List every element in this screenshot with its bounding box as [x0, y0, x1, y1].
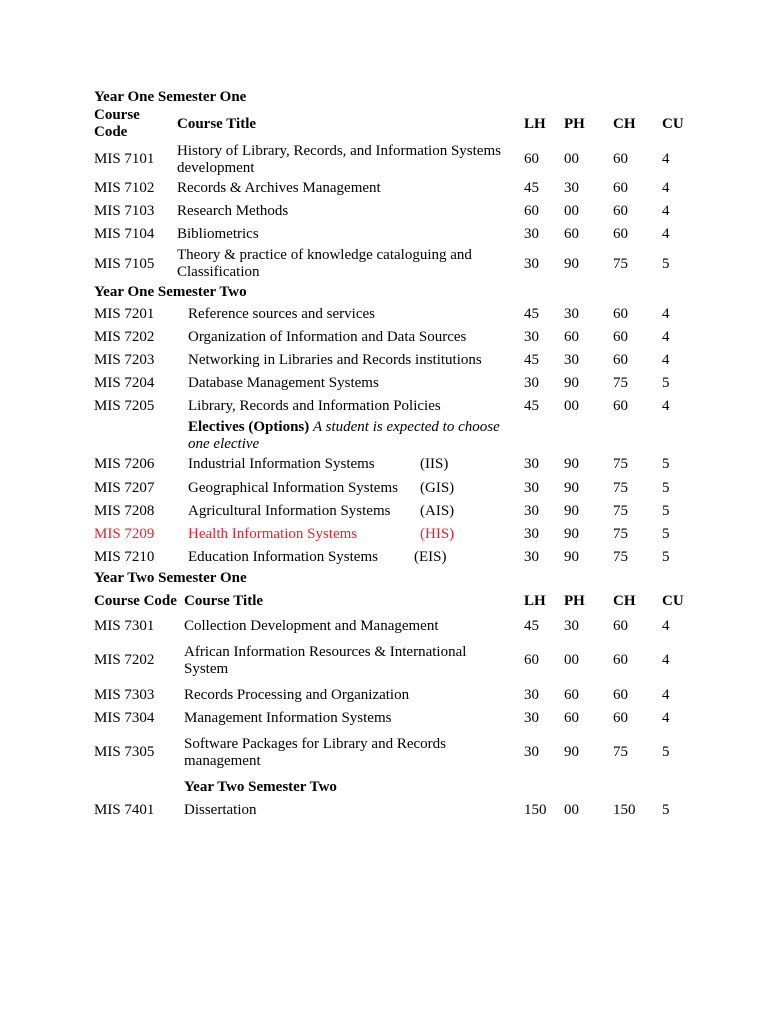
ph-value: 90: [564, 503, 579, 519]
header-course-code-2: Code: [94, 124, 128, 140]
lh-value: 45: [524, 352, 539, 368]
ph-value: 90: [564, 526, 579, 542]
course-code: MIS 7201: [94, 306, 155, 322]
course-title: Organization of Information and Data Sources: [188, 329, 467, 345]
ph-value: 00: [564, 203, 579, 219]
ch-value: 75: [613, 526, 628, 542]
course-title: Theory & practice of knowledge cataloguing and: [177, 247, 472, 263]
course-code: MIS 7202: [94, 329, 155, 345]
ch-value: 60: [613, 203, 628, 219]
cu-value: 4: [662, 618, 670, 634]
ch-value: 60: [613, 687, 628, 703]
ph-value: 90: [564, 744, 579, 760]
cu-value: 4: [662, 329, 670, 345]
ch-value: 75: [613, 480, 628, 496]
header-course-code: Course Code: [94, 593, 177, 609]
lh-value: 30: [524, 503, 539, 519]
section-heading-y2s2: Year Two Semester Two: [184, 779, 337, 795]
cu-value: 5: [662, 256, 670, 272]
lh-value: 30: [524, 456, 539, 472]
ph-value: 60: [564, 329, 579, 345]
course-code: MIS 7305: [94, 744, 155, 760]
course-code: MIS 7101: [94, 151, 155, 167]
header-course-code-1: Course: [94, 107, 140, 123]
course-abbreviation: (IIS): [420, 456, 449, 472]
cu-value: 4: [662, 687, 670, 703]
cu-value: 5: [662, 526, 670, 542]
course-title: Networking in Libraries and Records institutions: [188, 352, 482, 368]
ch-value: 60: [613, 618, 628, 634]
course-code: MIS 7208: [94, 503, 155, 519]
course-code: MIS 7304: [94, 710, 155, 726]
lh-value: 45: [524, 180, 539, 196]
course-code: MIS 7104: [94, 226, 155, 242]
course-title: Agricultural Information Systems: [188, 503, 391, 519]
course-title: Collection Development and Management: [184, 618, 439, 634]
course-title: Dissertation: [184, 802, 257, 818]
course-code: MIS 7204: [94, 375, 155, 391]
course-code: MIS 7401: [94, 802, 155, 818]
electives-note: [188, 419, 500, 436]
ch-value: 60: [613, 329, 628, 345]
header-course-title: Course Title: [184, 593, 264, 609]
ph-value: 90: [564, 375, 579, 391]
header-ch: CH: [613, 116, 636, 132]
cu-value: 5: [662, 802, 670, 818]
electives-instruction: A student is expected to choose: [313, 419, 500, 435]
lh-value: 30: [524, 329, 539, 345]
ch-value: 60: [613, 352, 628, 368]
ch-value: 60: [613, 180, 628, 196]
lh-value: 60: [524, 151, 539, 167]
electives-label: Electives (Options): [188, 419, 310, 435]
course-title: History of Library, Records, and Information Systems: [177, 143, 501, 159]
course-abbreviation: (AIS): [420, 503, 455, 519]
lh-value: 45: [524, 618, 539, 634]
course-title: Bibliometrics: [177, 226, 259, 242]
course-code: MIS 7103: [94, 203, 155, 219]
lh-value: 30: [524, 744, 539, 760]
cu-value: 5: [662, 480, 670, 496]
ch-value: 75: [613, 549, 628, 565]
lh-value: 60: [524, 652, 539, 668]
ph-value: 60: [564, 687, 579, 703]
ch-value: 60: [613, 151, 628, 167]
section-heading-y1s2: Year One Semester Two: [94, 284, 247, 300]
ph-value: 30: [564, 352, 579, 368]
course-code-highlighted: MIS 7209: [94, 526, 155, 542]
cu-value: 4: [662, 306, 670, 322]
section-heading-y2s1: Year Two Semester One: [94, 570, 247, 586]
course-title-cont: development: [177, 160, 255, 176]
lh-value: 30: [524, 710, 539, 726]
header-ph: PH: [564, 593, 585, 609]
electives-instruction-cont: one elective: [188, 436, 260, 452]
course-code: MIS 7203: [94, 352, 155, 368]
course-code: MIS 7210: [94, 549, 155, 565]
ph-value: 30: [564, 618, 579, 634]
cu-value: 4: [662, 398, 670, 414]
lh-value: 150: [524, 802, 547, 818]
course-code: MIS 7202: [94, 652, 155, 668]
ph-value: 90: [564, 549, 579, 565]
course-title-cont: System: [184, 661, 229, 677]
course-title: Library, Records and Information Policies: [188, 398, 441, 414]
ch-value: 75: [613, 456, 628, 472]
ch-value: 60: [613, 306, 628, 322]
course-title: Industrial Information Systems: [188, 456, 375, 472]
ph-value: 90: [564, 456, 579, 472]
header-lh: LH: [524, 593, 546, 609]
ph-value: 00: [564, 151, 579, 167]
lh-value: 30: [524, 226, 539, 242]
lh-value: 60: [524, 203, 539, 219]
ph-value: 30: [564, 180, 579, 196]
course-title: Management Information Systems: [184, 710, 392, 726]
course-title: Geographical Information Systems: [188, 480, 398, 496]
ch-value: 60: [613, 652, 628, 668]
ch-value: 75: [613, 503, 628, 519]
course-code: MIS 7206: [94, 456, 155, 472]
ph-value: 90: [564, 256, 579, 272]
course-abbreviation: (GIS): [420, 480, 455, 496]
course-code: MIS 7303: [94, 687, 155, 703]
cu-value: 4: [662, 151, 670, 167]
ph-value: 00: [564, 652, 579, 668]
ch-value: 75: [613, 375, 628, 391]
course-title: African Information Resources & International: [184, 644, 467, 660]
lh-value: 45: [524, 306, 539, 322]
cu-value: 5: [662, 456, 670, 472]
cu-value: 4: [662, 352, 670, 368]
cu-value: 5: [662, 744, 670, 760]
cu-value: 4: [662, 180, 670, 196]
course-title-cont: management: [184, 753, 261, 769]
course-code: MIS 7205: [94, 398, 155, 414]
course-title: Reference sources and services: [188, 306, 375, 322]
header-ch: CH: [613, 593, 636, 609]
section-heading-y1s1: Year One Semester One: [94, 89, 247, 105]
course-code: MIS 7105: [94, 256, 155, 272]
ch-value: 60: [613, 226, 628, 242]
lh-value: 45: [524, 398, 539, 414]
ch-value: 60: [613, 398, 628, 414]
course-title: Database Management Systems: [188, 375, 379, 391]
ph-value: 60: [564, 226, 579, 242]
ph-value: 60: [564, 710, 579, 726]
ph-value: 00: [564, 398, 579, 414]
course-code: MIS 7207: [94, 480, 155, 496]
ch-value: 60: [613, 710, 628, 726]
course-abbreviation-highlighted: (HIS): [420, 526, 455, 542]
ch-value: 150: [613, 802, 636, 818]
ph-value: 00: [564, 802, 579, 818]
course-code: MIS 7102: [94, 180, 155, 196]
cu-value: 5: [662, 549, 670, 565]
lh-value: 30: [524, 256, 539, 272]
cu-value: 4: [662, 226, 670, 242]
header-ph: PH: [564, 116, 585, 132]
cu-value: 5: [662, 375, 670, 391]
cu-value: 5: [662, 503, 670, 519]
ch-value: 75: [613, 256, 628, 272]
cu-value: 4: [662, 652, 670, 668]
ph-value: 30: [564, 306, 579, 322]
header-course-title: Course Title: [177, 116, 257, 132]
ph-value: 90: [564, 480, 579, 496]
course-title: Research Methods: [177, 203, 289, 219]
ch-value: 75: [613, 744, 628, 760]
lh-value: 30: [524, 375, 539, 391]
header-cu: CU: [662, 116, 684, 132]
cu-value: 4: [662, 203, 670, 219]
course-title: Software Packages for Library and Records: [184, 736, 446, 752]
course-title-cont: Classification: [177, 264, 260, 280]
header-cu: CU: [662, 593, 684, 609]
lh-value: 30: [524, 480, 539, 496]
course-title: Education Information Systems: [188, 549, 378, 565]
course-title: Records & Archives Management: [177, 180, 381, 196]
cu-value: 4: [662, 710, 670, 726]
header-lh: LH: [524, 116, 546, 132]
lh-value: 30: [524, 549, 539, 565]
course-title: Records Processing and Organization: [184, 687, 410, 703]
course-code: MIS 7301: [94, 618, 155, 634]
lh-value: 30: [524, 526, 539, 542]
course-title-highlighted: Health Information Systems: [188, 526, 358, 542]
course-abbreviation: (EIS): [414, 549, 447, 565]
lh-value: 30: [524, 687, 539, 703]
